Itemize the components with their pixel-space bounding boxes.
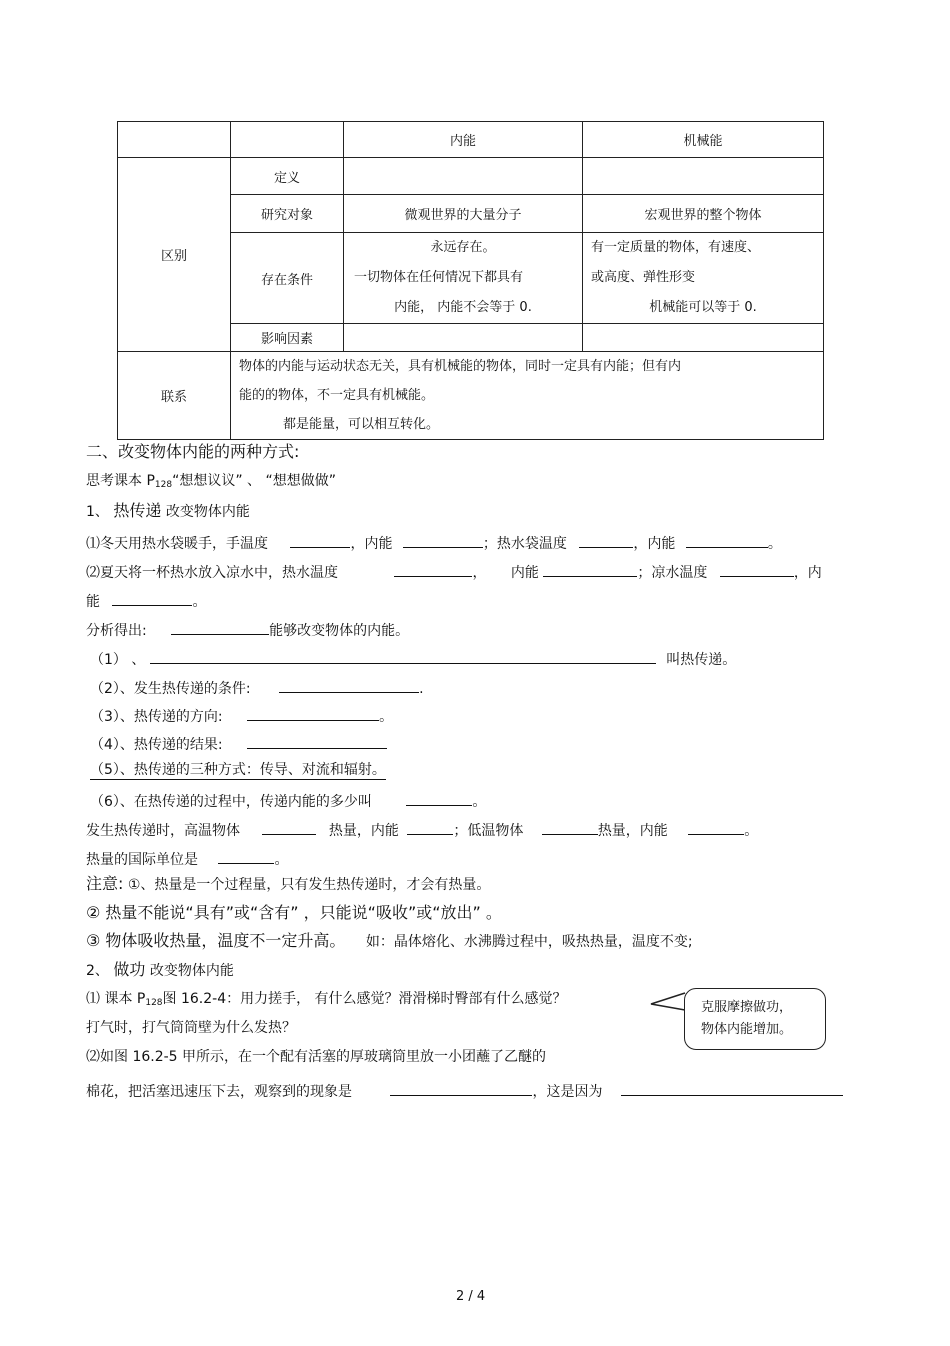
text: 能 (86, 594, 100, 610)
object-mech-cell: 宏观世界的整个物体 (583, 195, 824, 233)
header-mechanical-energy: 机械能 (583, 122, 824, 158)
think-pre: 思考课本 P (86, 473, 155, 489)
header-inner-energy: 内能 (344, 122, 583, 158)
relation-cell (231, 352, 824, 440)
text: ，内能 (350, 536, 393, 552)
item-2 (90, 678, 424, 696)
text: 叫热传递。 (666, 652, 737, 668)
cell-line: 能的的物体，不一定具有机械能。 (239, 388, 435, 403)
fill-blank[interactable] (247, 706, 379, 721)
note-1 (86, 876, 490, 892)
title-rest: 改变物体内能 (165, 504, 250, 520)
title-number: 1、 (86, 504, 109, 520)
cell-line: 或高度、弹性形变 (591, 270, 696, 285)
cell-line: 都是能量，可以相互转化。 (283, 417, 440, 432)
fill-blank[interactable] (171, 620, 269, 635)
text: ⑴冬天用热水袋暖手，手温度 (86, 536, 268, 552)
fill-blank[interactable] (279, 678, 419, 693)
item-5 (90, 763, 386, 777)
factor-mech-cell (583, 324, 824, 352)
text: 。 (274, 852, 289, 868)
text: ⑴ 课本 P (86, 991, 146, 1007)
text: ，这是因为 (532, 1084, 603, 1100)
item-4 (90, 734, 387, 752)
cell-line: 有一定质量的物体，有速度、 (591, 240, 761, 255)
text: （1） 、 (90, 652, 146, 668)
text: ，内 (793, 565, 822, 581)
think-post: “想想议议” 、 “想想做做” (172, 473, 337, 489)
text: 能够改变物体的内能。 (269, 623, 410, 639)
table-corner-cell (231, 122, 344, 158)
callout-pointer (648, 990, 688, 1014)
fill-blank[interactable] (403, 533, 483, 548)
question-1 (86, 533, 782, 551)
text: 热量，内能 (597, 823, 668, 839)
row-label: 研究对象 (231, 195, 344, 233)
table-row (118, 158, 824, 195)
fill-blank[interactable] (407, 820, 453, 835)
fill-blank[interactable] (262, 820, 316, 835)
question-2-continued (86, 591, 206, 609)
occur-line (86, 820, 758, 838)
fill-blank[interactable] (720, 562, 794, 577)
work-title (86, 962, 234, 978)
text: ③ 物体吸收热量，温度不一定升高。 (86, 931, 346, 950)
unit-line (86, 849, 288, 867)
page-number: 2 / 4 (456, 1289, 486, 1304)
text: 分析得出: (86, 623, 147, 639)
fill-blank[interactable] (688, 820, 744, 835)
note-label: 注意: (86, 874, 124, 893)
text: . (419, 681, 424, 697)
fill-blank[interactable] (218, 849, 274, 864)
text: 图 16.2-4：用力搓手， 有什么感觉？滑滑梯时臀部有什么感觉？ (162, 991, 567, 1007)
definition-inner-cell (344, 158, 583, 195)
text: （2）、发生热传递的条件: (90, 681, 251, 697)
fill-blank[interactable] (290, 533, 350, 548)
note-2: ② 热量不能说“具有”或“含有” ，只能说“吸收”或“放出” 。 (86, 903, 502, 922)
section-heading: 二、改变物体内能的两种方式: (86, 442, 300, 461)
fill-blank[interactable] (112, 591, 192, 606)
text: ，内能 (633, 536, 676, 552)
note-3 (86, 933, 693, 949)
work-question-1 (86, 992, 567, 1008)
relation-label: 联系 (118, 352, 231, 440)
question-2 (86, 562, 822, 580)
fill-blank[interactable] (686, 533, 768, 548)
text: （4）、热传递的结果: (90, 737, 223, 753)
text: ；低温物体 (453, 823, 524, 839)
object-inner-cell: 微观世界的大量分子 (344, 195, 583, 233)
fill-blank[interactable] (390, 1081, 532, 1096)
text: 发生热传递时，高温物体 (86, 823, 240, 839)
table-header-row (118, 122, 824, 158)
text: （5）、热传递的三种方式：传导、对流和辐射。 (90, 762, 386, 778)
condition-inner-cell (344, 233, 583, 324)
fill-blank[interactable] (543, 562, 637, 577)
cell-line: 内能， 内能不会等于 0. (394, 300, 532, 315)
callout-bubble (684, 988, 826, 1050)
text: 。 (744, 823, 759, 839)
text: ， (472, 565, 487, 581)
factor-inner-cell (344, 324, 583, 352)
page-ref-subscript: 128 (154, 480, 173, 490)
comparison-table (117, 121, 824, 440)
text: 内能 (510, 565, 539, 581)
text: 热量的国际单位是 (86, 852, 198, 868)
text: 棉花，把活塞迅速压下去，观察到的现象是 (86, 1084, 352, 1100)
row-label: 存在条件 (231, 233, 344, 324)
definition-mech-cell (583, 158, 824, 195)
title-keyword: 热传递 (113, 501, 162, 520)
cell-line: 物体的内能与运动状态无关，具有机械能的物体，同时一定具有内能；但有内 (239, 359, 682, 374)
table-corner-cell (118, 122, 231, 158)
text: ；凉水温度 (637, 565, 708, 581)
fill-blank[interactable] (621, 1081, 843, 1096)
cell-line: 机械能可以等于 0. (649, 300, 757, 315)
page-ref-subscript: 128 (145, 998, 163, 1008)
text: 。 (192, 594, 207, 610)
fill-blank[interactable] (406, 791, 472, 806)
callout-line: 克服摩擦做功， (701, 1000, 793, 1015)
analysis-line (86, 620, 409, 638)
text: ⑵夏天将一杯热水放入凉水中，热水温度 (86, 565, 338, 581)
cell-line: 永远存在。 (430, 240, 496, 255)
text: 如：晶体熔化、水沸腾过程中，吸热热量，温度不变; (365, 934, 693, 950)
text: 。 (767, 536, 782, 552)
work-question-1b: 打气时，打气筒筒壁为什么发热？ (86, 1020, 296, 1036)
work-question-2: ⑵如图 16.2-5 甲所示，在一个配有活塞的厚玻璃筒里放一小团蘸了乙醚的 (86, 1049, 547, 1065)
row-label: 影响因素 (231, 324, 344, 352)
text: ；热水袋温度 (482, 536, 567, 552)
cell-line: 一切物体在任何情况下都具有 (354, 270, 524, 285)
item-6 (90, 791, 486, 809)
fill-blank[interactable] (394, 562, 472, 577)
item-3 (90, 706, 393, 724)
row-label: 定义 (231, 158, 344, 195)
text: 热量，内能 (328, 823, 399, 839)
text: （3）、热传递的方向: (90, 709, 223, 725)
text: ①、热量是一个过程量，只有发生热传递时，才会有热量。 (127, 877, 491, 893)
fill-blank[interactable] (247, 734, 387, 749)
title-rest: 改变物体内能 (149, 963, 234, 979)
text: 。 (472, 794, 487, 810)
table-row (118, 352, 824, 440)
think-line (86, 474, 336, 490)
callout-line: 物体内能增加。 (701, 1022, 793, 1037)
title-keyword: 做功 (113, 960, 146, 979)
fill-blank[interactable] (542, 820, 598, 835)
condition-mech-cell (583, 233, 824, 324)
text: （6）、在热传递的过程中，传递内能的多少叫 (90, 794, 372, 810)
heat-transfer-title (86, 503, 250, 519)
text: 。 (379, 709, 394, 725)
title-number: 2、 (86, 963, 109, 979)
fill-blank[interactable] (150, 649, 656, 664)
fill-blank[interactable] (579, 533, 633, 548)
item-1 (90, 649, 736, 667)
work-question-2b (86, 1081, 843, 1099)
difference-label: 区别 (118, 158, 231, 352)
